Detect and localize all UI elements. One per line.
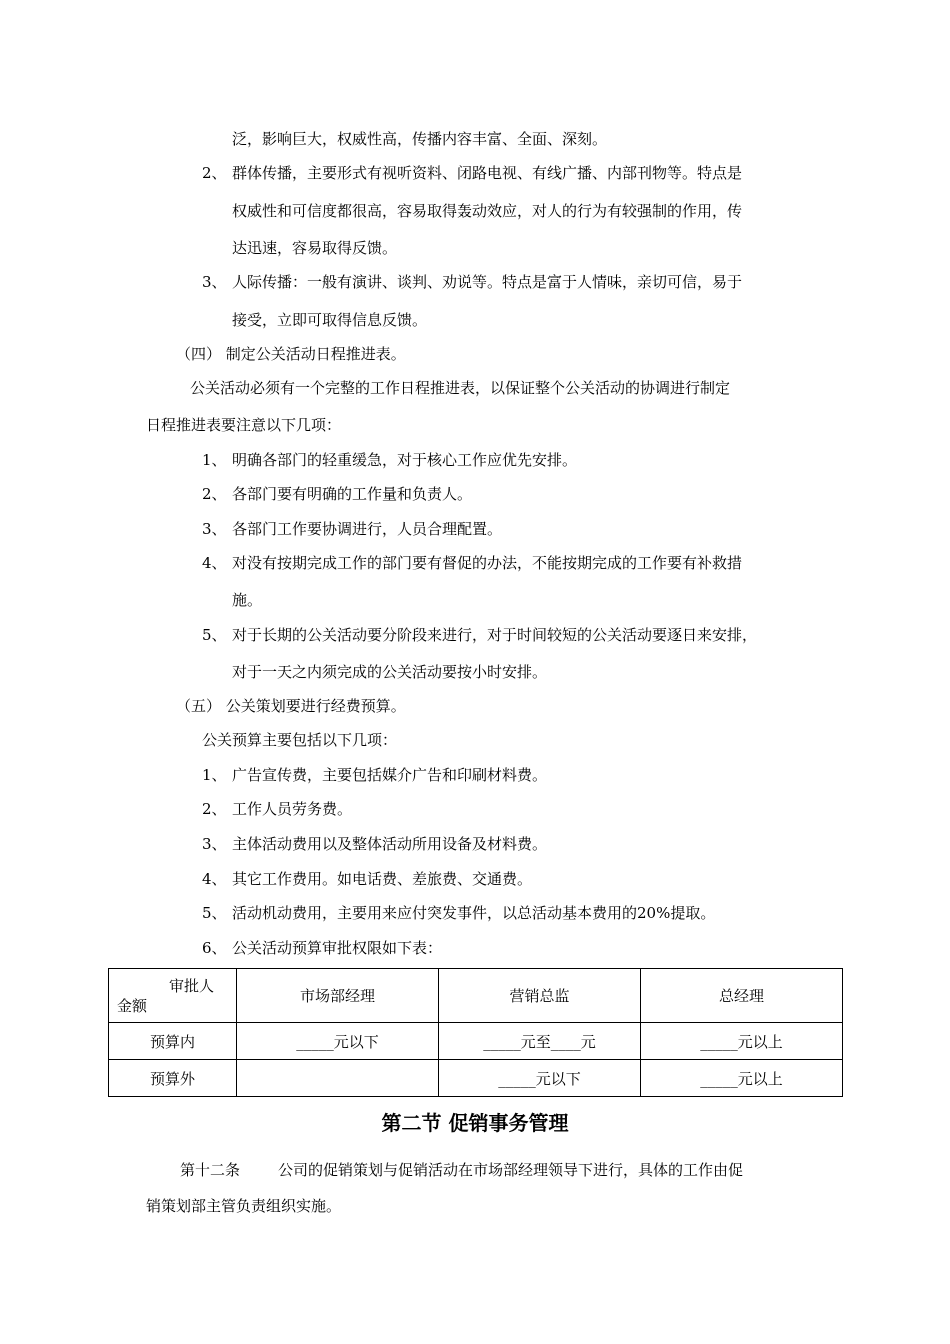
table-header-row xyxy=(109,969,843,1023)
table-header-cell: 市场部经理 xyxy=(237,969,439,1023)
paragraph-continuation: 泛，影响巨大，权威性高，传播内容丰富、全面、深刻。 xyxy=(232,130,608,148)
list-item xyxy=(202,938,442,958)
corner-label-amount: 金额 xyxy=(117,996,148,1015)
list-item xyxy=(202,834,547,854)
list-text: 工作人员劳务费。 xyxy=(232,800,353,818)
list-text: 明确各部门的轻重缓急，对于核心工作应优先安排。 xyxy=(232,451,578,469)
list-item xyxy=(202,272,742,292)
table-cell: _____元以下 xyxy=(237,1023,439,1060)
list-text: 活动机动费用，主要用来应付突发事件，以总活动基本费用的20%提取。 xyxy=(232,904,716,922)
paragraph: 公关活动必须有一个完整的工作日程推进表，以保证整个公关活动的协调进行制定 xyxy=(190,379,731,397)
article-label: 第十二条 xyxy=(180,1161,241,1179)
list-text: 对没有按期完成工作的部门要有督促的办法，不能按期完成的工作要有补救措 xyxy=(232,554,743,572)
list-text: 公关活动预算审批权限如下表： xyxy=(232,939,443,957)
paragraph-cont: 日程推进表要注意以下几项： xyxy=(146,416,342,434)
list-text: 群体传播，主要形式有视听资料、闭路电视、有线广播、内部刊物等。特点是 xyxy=(232,164,743,182)
list-text: 其它工作费用。如电话费、差旅费、交通费。 xyxy=(232,870,533,888)
list-item xyxy=(202,869,532,889)
list-item xyxy=(202,163,742,183)
table-cell: _____元以上 xyxy=(641,1060,843,1097)
table-header-cell: 总经理 xyxy=(641,969,843,1023)
list-item xyxy=(202,799,352,819)
list-number: 4、 xyxy=(202,554,227,572)
list-item xyxy=(202,553,742,573)
section-heading: （四） 制定公关活动日程推进表。 xyxy=(176,345,406,363)
table-row xyxy=(109,1060,843,1097)
list-text-cont: 达迅速，容易取得反馈。 xyxy=(232,239,398,257)
list-number: 5、 xyxy=(202,626,227,644)
list-number: 4、 xyxy=(202,870,227,888)
list-number: 1、 xyxy=(202,766,227,784)
list-item xyxy=(202,484,472,504)
list-item xyxy=(202,450,577,470)
list-item xyxy=(202,765,547,785)
list-text-cont: 施。 xyxy=(232,591,263,609)
section-heading: （五） 公关策划要进行经费预算。 xyxy=(176,697,406,715)
row-label: 预算外 xyxy=(109,1060,237,1097)
table-header-cell: 营销总监 xyxy=(439,969,641,1023)
table-cell: _____元以上 xyxy=(641,1023,843,1060)
list-text: 各部门要有明确的工作量和负责人。 xyxy=(232,485,473,503)
article-text: 公司的促销策划与促销活动在市场部经理领导下进行，具体的工作由促 xyxy=(278,1161,744,1179)
list-text: 主体活动费用以及整体活动所用设备及材料费。 xyxy=(232,835,548,853)
table-corner-cell xyxy=(109,969,237,1023)
list-text-cont: 权威性和可信度都很高，容易取得轰动效应，对人的行为有较强制的作用，传 xyxy=(232,202,743,220)
list-item xyxy=(202,519,502,539)
row-label: 预算内 xyxy=(109,1023,237,1060)
table-row xyxy=(109,1023,843,1060)
list-text-cont: 接受，立即可取得信息反馈。 xyxy=(232,311,428,329)
paragraph: 公关预算主要包括以下几项： xyxy=(202,731,398,749)
list-number: 1、 xyxy=(202,451,227,469)
article-text-cont: 销策划部主管负责组织实施。 xyxy=(146,1197,342,1215)
list-text: 各部门工作要协调进行，人员合理配置。 xyxy=(232,520,503,538)
list-item xyxy=(202,625,757,645)
section-title: 第二节 促销事务管理 xyxy=(381,1111,569,1135)
list-number: 2、 xyxy=(202,485,227,503)
article-paragraph xyxy=(180,1160,743,1180)
list-number: 6、 xyxy=(202,939,227,957)
list-text: 广告宣传费，主要包括媒介广告和印刷材料费。 xyxy=(232,766,548,784)
list-text: 人际传播：一般有演讲、谈判、劝说等。特点是富于人情味，亲切可信，易于 xyxy=(232,273,743,291)
list-number: 3、 xyxy=(202,273,227,291)
corner-label-approver: 审批人 xyxy=(168,976,214,995)
list-number: 2、 xyxy=(202,164,227,182)
budget-approval-table xyxy=(108,968,843,1097)
list-text-cont: 对于一天之内须完成的公关活动要按小时安排。 xyxy=(232,663,548,681)
list-text: 对于长期的公关活动要分阶段来进行，对于时间较短的公关活动要逐日来安排， xyxy=(232,626,758,644)
list-number: 3、 xyxy=(202,520,227,538)
list-item xyxy=(202,903,715,923)
table-cell xyxy=(237,1060,439,1097)
list-number: 3、 xyxy=(202,835,227,853)
list-number: 2、 xyxy=(202,800,227,818)
list-number: 5、 xyxy=(202,904,227,922)
table-cell: _____元以下 xyxy=(439,1060,641,1097)
table-cell: _____元至____元 xyxy=(439,1023,641,1060)
